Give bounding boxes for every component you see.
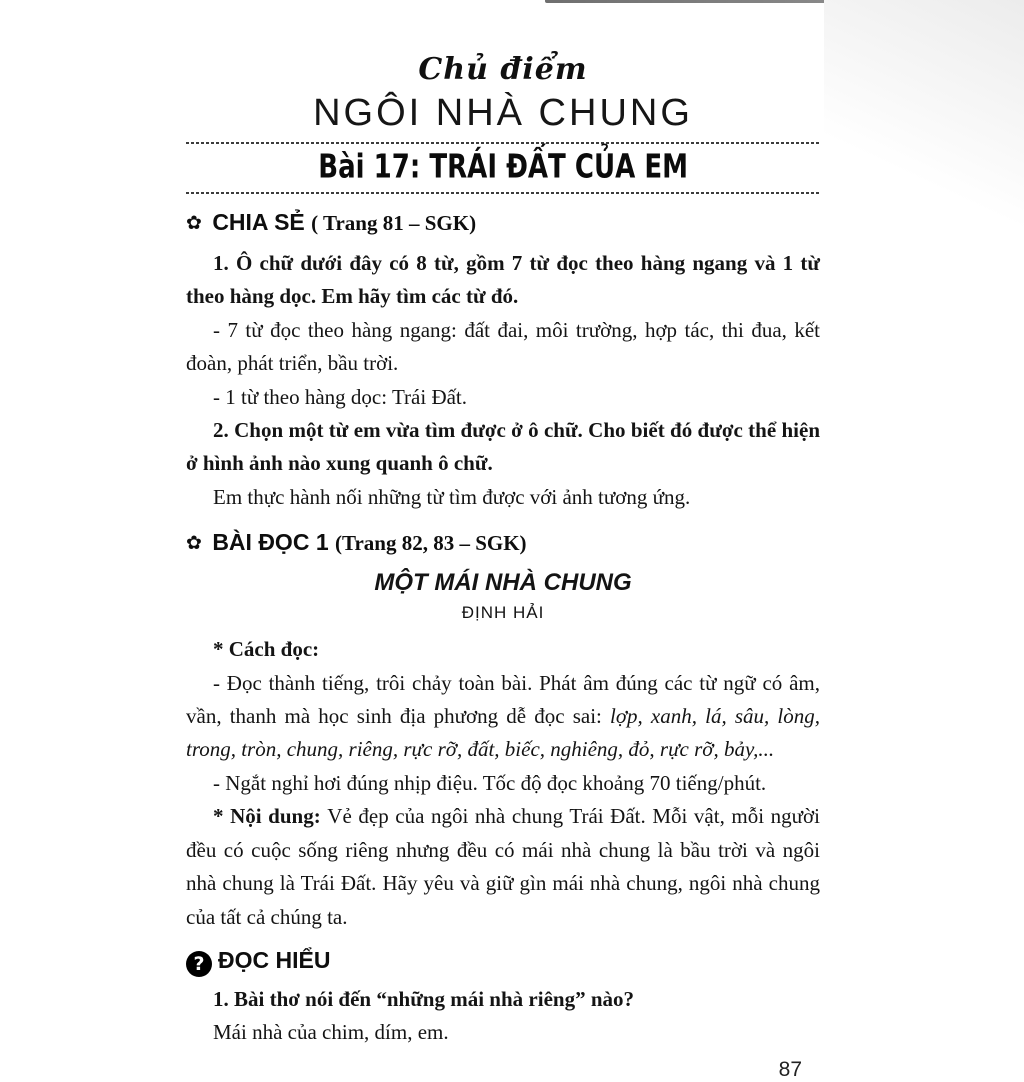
section-bai-doc-title: BÀI ĐỌC 1: [212, 529, 329, 556]
noi-dung-label: * Nội dung:: [213, 804, 328, 829]
section-bai-doc-heading: [186, 527, 820, 559]
dotted-rule-bottom: [186, 192, 820, 194]
chia-se-question-2: 2. Chọn một từ em vừa tìm được ở ô chữ. Cho biết đó được thể hiện ở hình ảnh nào xung quanh ô chữ.: [186, 418, 820, 476]
cach-doc-paragraph-1: [186, 667, 820, 767]
flower-icon: ✿: [186, 212, 202, 234]
question-circle-icon: ?: [186, 951, 212, 977]
lesson-title-wrap: [186, 144, 820, 192]
noi-dung-text: Vẻ đẹp của ngôi nhà chung Trái Đất. Mỗi vật, mỗi người đều có cuộc sống riêng nhưng đều có mái nhà chung là bầu trời và ngôi nhà chung là Trái Đất. Hãy yêu và giữ gìn mái nhà chung, ngôi nhà chung của tất cả chúng ta.: [186, 804, 820, 929]
chia-se-answer-1b: - 1 từ theo hàng dọc: Trái Đất.: [213, 384, 468, 409]
page-content: [186, 50, 820, 1082]
photo-corner-shadow: [824, 0, 1024, 260]
section-bai-doc-page-ref: (Trang 82, 83 – SGK): [335, 531, 527, 556]
lesson-banner: [186, 142, 820, 194]
chia-se-answer-2: Em thực hành nối những từ tìm được với ảnh tương ứng.: [213, 484, 691, 509]
topic-title: NGÔI NHÀ CHUNG: [313, 92, 693, 134]
section-doc-hieu-heading: [186, 945, 820, 975]
cach-doc-word-list: lợp, xanh, lá, sâu, lòng, trong, tròn, chung, riêng, rực rỡ, đất, biếc, nghiêng, đỏ, rực rỡ, bảy,...: [186, 704, 820, 762]
section-doc-hieu-title: ĐỌC HIỂU: [218, 946, 331, 973]
cach-doc-paragraph-2: - Ngắt nghỉ hơi đúng nhịp điệu. Tốc độ đọc khoảng 70 tiếng/phút.: [213, 770, 767, 795]
noi-dung-paragraph: [186, 800, 820, 934]
photo-top-edge: [545, 0, 990, 3]
poem-title: MỘT MÁI NHÀ CHUNG: [374, 569, 632, 597]
flower-icon: ✿: [186, 532, 202, 555]
chia-se-question-1: 1. Ô chữ dưới đây có 8 từ, gồm 7 từ đọc theo hàng ngang và 1 từ theo hàng dọc. Em hãy tìm các từ đó.: [186, 251, 820, 309]
page-number: 87: [778, 1057, 802, 1081]
section-chia-se-title: CHIA SẺ: [212, 209, 305, 235]
topic-label: Chủ điểm: [418, 52, 588, 87]
section-chia-se-page-ref: ( Trang 81 – SGK): [311, 211, 477, 235]
cach-doc-intro: - Đọc thành tiếng, trôi chảy toàn bài. Phát âm đúng các từ ngữ có âm, vần, thanh mà học sinh địa phương dễ đọc sai:: [186, 670, 820, 729]
poem-author: ĐỊNH HẢI: [461, 603, 545, 623]
lesson-title: Bài 17: TRÁI ĐẤT CỦA EM: [318, 147, 688, 187]
doc-hieu-answer-1: Mái nhà của chim, dím, em.: [213, 1020, 449, 1045]
doc-hieu-question-1: 1. Bài thơ nói đến “những mái nhà riêng” nào?: [213, 986, 634, 1011]
section-chia-se-heading: [186, 207, 820, 239]
chia-se-answer-1a: - 7 từ đọc theo hàng ngang: đất đai, môi trường, hợp tác, thi đua, kết đoàn, phát triển, bầu trời.: [186, 317, 820, 376]
cach-doc-label: * Cách đọc:: [213, 637, 320, 662]
